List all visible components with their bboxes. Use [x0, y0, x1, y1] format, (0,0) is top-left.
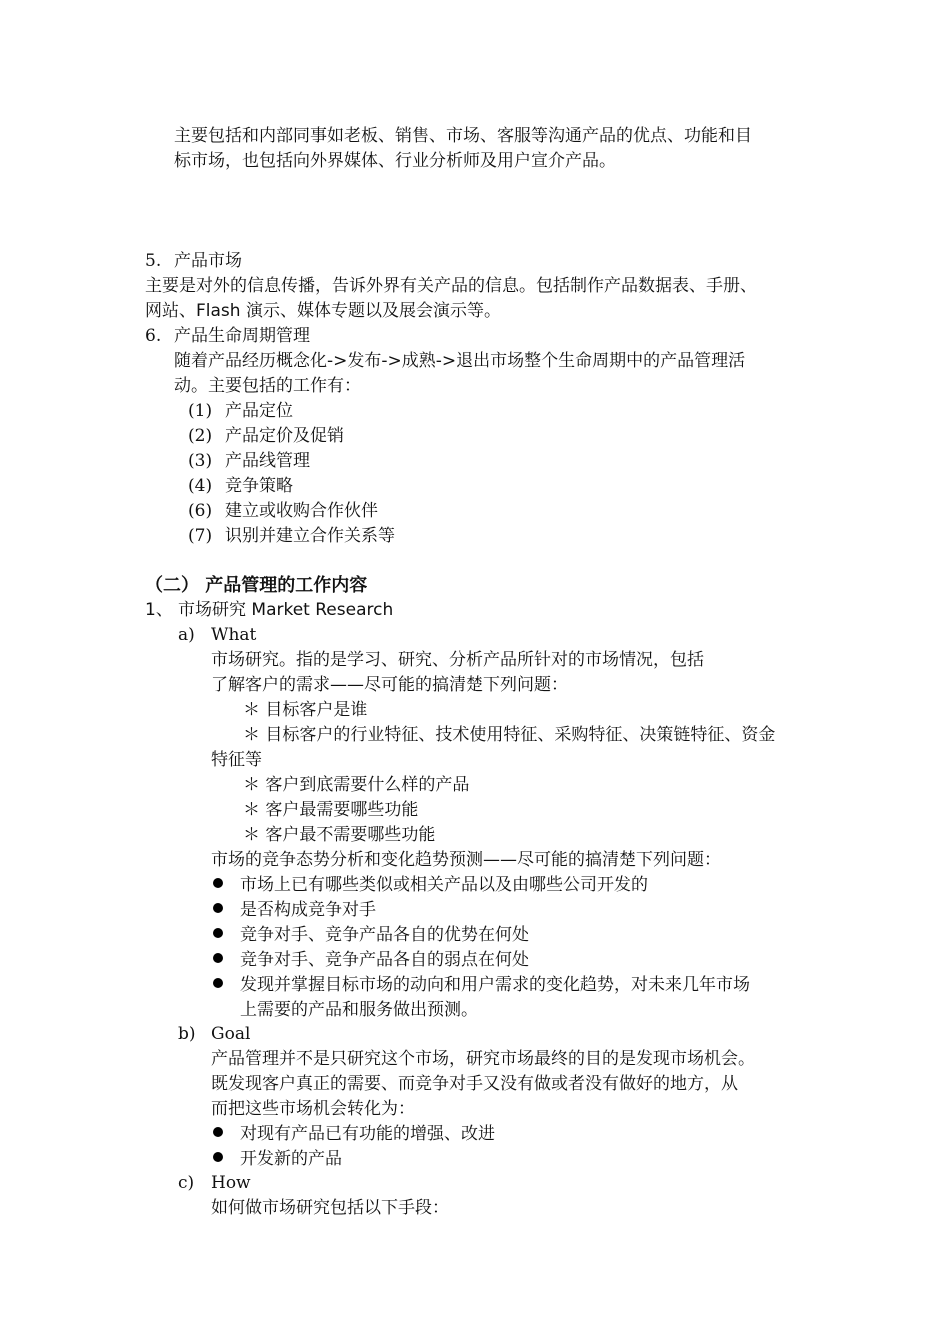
bullet-item: 竞争对手、竞争产品各自的优势在何处	[240, 925, 529, 945]
intro-line-1: 主要包括和内部同事如老板、销售、市场、客服等沟通产品的优点、功能和目	[174, 126, 752, 146]
bullet-item: 是否构成竞争对手	[240, 900, 376, 920]
bullet-dot	[213, 1152, 223, 1162]
section-5-line-1: 主要是对外的信息传播，告诉外界有关产品的信息。包括制作产品数据表、手册、	[145, 276, 757, 296]
bullet-dot	[213, 928, 223, 938]
section-6-title: 产品生命周期管理	[174, 326, 310, 346]
bullet-dot	[213, 978, 223, 988]
list-item: 识别并建立合作关系等	[225, 526, 395, 546]
section-5-title: 产品市场	[174, 251, 242, 271]
subitem-c-title: How	[211, 1173, 251, 1193]
part-2-heading: （二） 产品管理的工作内容	[145, 575, 368, 596]
list-item: 竞争策略	[225, 476, 293, 496]
bullet-dot	[213, 878, 223, 888]
question-line: ＊ 客户最需要哪些功能	[243, 800, 419, 820]
bullet-item: 发现并掌握目标市场的动向和用户需求的变化趋势，对未来几年市场	[240, 975, 750, 995]
section-6-line-1: 随着产品经历概念化->发布->成熟->退出市场整个生命周期中的产品管理活	[174, 351, 746, 371]
list-item: 建立或收购合作伙伴	[225, 501, 378, 521]
bullet-item-continued: 上需要的产品和服务做出预测。	[240, 1000, 478, 1020]
subitem-a-line-1: 市场研究。指的是学习、研究、分析产品所针对的市场情况，包括	[211, 650, 704, 670]
section-5-number: 5.	[145, 251, 162, 271]
subitem-a-label: a)	[178, 625, 195, 645]
subitem-b-label: b)	[178, 1024, 196, 1044]
subitem-c-label: c)	[178, 1173, 195, 1193]
list-item-number: (3)	[188, 451, 213, 471]
subitem-a-line-2: 了解客户的需求——尽可能的搞清楚下列问题：	[211, 675, 568, 695]
bullet-dot	[213, 1127, 223, 1137]
question-line: ＊ 客户最不需要哪些功能	[243, 825, 436, 845]
list-item-number: (2)	[188, 426, 213, 446]
item-1-title: 市场研究 Market Research	[178, 600, 394, 620]
list-item-number: (6)	[188, 501, 213, 521]
section-6-line-2: 动。主要包括的工作有：	[174, 376, 361, 396]
item-1-number: 1、	[145, 600, 173, 620]
question-line: ＊ 目标客户是谁	[243, 700, 368, 720]
list-item: 产品定价及促销	[225, 426, 344, 446]
list-item: 产品定位	[225, 401, 293, 421]
subitem-b-line-3: 而把这些市场机会转化为：	[211, 1099, 415, 1119]
subitem-b-line-1: 产品管理并不是只研究这个市场，研究市场最终的目的是发现市场机会。	[211, 1049, 755, 1069]
bullet-item: 竞争对手、竞争产品各自的弱点在何处	[240, 950, 529, 970]
subitem-c-line-1: 如何做市场研究包括以下手段：	[211, 1198, 449, 1218]
bullet-dot	[213, 953, 223, 963]
bullet-item: 对现有产品已有功能的增强、改进	[240, 1124, 495, 1144]
bullet-item: 市场上已有哪些类似或相关产品以及由哪些公司开发的	[240, 875, 648, 895]
list-item-number: (1)	[188, 401, 213, 421]
bullet-item: 开发新的产品	[240, 1149, 342, 1169]
subitem-b-line-2: 既发现客户真正的需要、而竞争对手又没有做或者没有做好的地方，从	[211, 1074, 738, 1094]
subitem-b-title: Goal	[211, 1024, 251, 1044]
list-item: 产品线管理	[225, 451, 310, 471]
subitem-a-line-3: 市场的竞争态势分析和变化趋势预测——尽可能的搞清楚下列问题：	[211, 850, 721, 870]
list-item-number: (4)	[188, 476, 213, 496]
subitem-a-title: What	[211, 625, 257, 645]
intro-line-2: 标市场，也包括向外界媒体、行业分析师及用户宣介产品。	[174, 151, 616, 171]
question-line: ＊ 客户到底需要什么样的产品	[243, 775, 470, 795]
list-item-number: (7)	[188, 526, 213, 546]
bullet-dot	[213, 903, 223, 913]
question-line: ＊ 目标客户的行业特征、技术使用特征、采购特征、决策链特征、资金	[243, 725, 776, 745]
section-5-line-2: 网站、Flash 演示、媒体专题以及展会演示等。	[145, 301, 501, 321]
section-6-number: 6.	[145, 326, 162, 346]
question-line-continued: 特征等	[211, 750, 262, 770]
